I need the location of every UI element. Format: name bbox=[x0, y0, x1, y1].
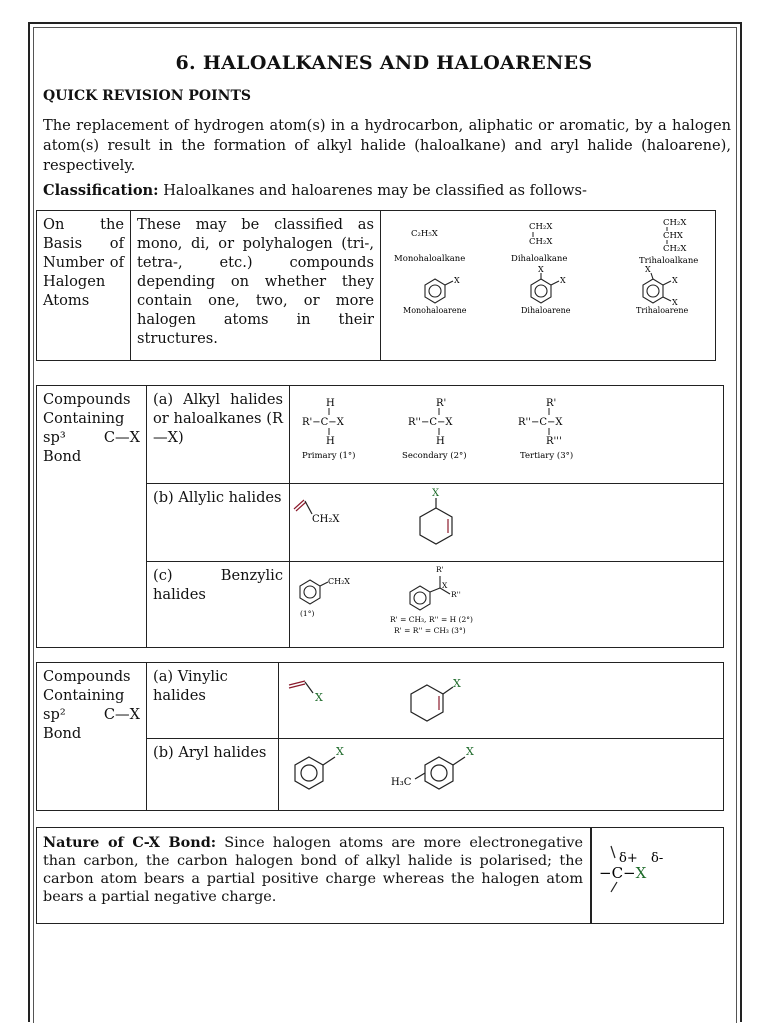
classification-label: Classification: bbox=[43, 182, 159, 199]
vinylic-halides-structures bbox=[279, 663, 724, 739]
aryl-halides-label: (b) Aryl halides bbox=[147, 739, 279, 811]
svg-text:CH₂X: CH₂X bbox=[663, 244, 687, 254]
mono-arene-caption: Monohaloarene bbox=[403, 306, 467, 315]
aryl-halides-structures bbox=[279, 739, 724, 811]
x-label: X bbox=[453, 677, 461, 690]
vinylic-halides-figure bbox=[279, 663, 723, 733]
x-label: X bbox=[560, 276, 566, 285]
sp2-compounds-table bbox=[36, 662, 724, 811]
classification-line bbox=[43, 182, 587, 199]
allylic-halides-figure bbox=[290, 484, 722, 556]
benzyl-secondary-caption: R' = CH₃, R'' = H (2°) bbox=[390, 615, 473, 624]
nature-text: Since halogen atoms are more electronegative than carbon, the carbon halogen bond of alkyl halide is polarised; the carbon atom bears a partial positive charge whereas the halogen atom bears a partial negative charge. bbox=[43, 835, 583, 905]
allylic-halides-label: (b) Allylic halides bbox=[147, 484, 290, 562]
svg-text:R': R' bbox=[546, 398, 557, 409]
svg-text:R''−C−X: R''−C−X bbox=[408, 417, 453, 428]
basis-description: These may be classified as mono, di, or polyhalogen (tri-, tetra-, etc.) compounds depending on whether they contain one, two, or more halogen atoms in their structures. bbox=[131, 211, 381, 361]
trihaloarene-ring bbox=[643, 273, 671, 303]
monohaloarene-ring bbox=[425, 279, 453, 303]
primary-caption: Primary (1°) bbox=[302, 451, 356, 461]
svg-text:CHX: CHX bbox=[663, 231, 683, 241]
benzyl-tertiary-caption: R' = R'' = CH₃ (3°) bbox=[394, 626, 466, 635]
delta-minus: δ- bbox=[651, 851, 664, 866]
svg-text:R': R' bbox=[436, 398, 447, 409]
di-alkane-caption: Dihaloalkane bbox=[511, 254, 568, 264]
vinylic-halides-label: (a) Vinylic halides bbox=[147, 663, 279, 739]
sp3-category-cell bbox=[37, 386, 147, 648]
svg-text:CH₂X: CH₂X bbox=[529, 237, 553, 247]
svg-text:H: H bbox=[326, 398, 335, 409]
classification-text: Haloalkanes and haloarenes may be classified as follows- bbox=[158, 182, 587, 199]
delta-plus: δ+ bbox=[619, 851, 638, 866]
primary-structure bbox=[302, 398, 345, 447]
sp2-category-cell bbox=[37, 663, 147, 811]
x-label: X bbox=[454, 276, 460, 285]
svg-text:R''−C−X: R''−C−X bbox=[518, 417, 563, 428]
halo-structures-figure bbox=[381, 211, 715, 355]
chlorobenzene-ring bbox=[295, 757, 335, 789]
x-label: X bbox=[672, 276, 678, 285]
c-x-bond: −C−X bbox=[599, 864, 647, 882]
mono-alkane-formula: C₂H₅X bbox=[411, 229, 438, 239]
x-label: X bbox=[672, 298, 678, 307]
di-arene-caption: Dihaloarene bbox=[521, 306, 571, 315]
x-label: X bbox=[538, 265, 544, 274]
nature-label: Nature of C-X Bond: bbox=[43, 834, 217, 851]
alkyl-halides-structures bbox=[290, 386, 724, 484]
polarity-diagram bbox=[593, 828, 721, 923]
benzylic-halides-label: (c) Benzylic halides bbox=[147, 562, 290, 648]
x-label: X bbox=[336, 745, 344, 758]
benzyl-primary-caption: (1°) bbox=[300, 609, 315, 618]
classification-table-halogen-count bbox=[36, 210, 716, 361]
svg-text:CH₂X: CH₂X bbox=[663, 218, 687, 228]
tri-alkane-caption: Trihaloalkane bbox=[639, 256, 699, 266]
dihaloalkane-structure bbox=[529, 222, 553, 247]
alkyl-halides-figure bbox=[290, 386, 722, 478]
allylic-halides-structures bbox=[290, 484, 724, 562]
structures-cell bbox=[381, 211, 716, 361]
toluene-ring bbox=[415, 757, 465, 789]
svg-text:CH₂X: CH₂X bbox=[529, 222, 553, 232]
trihaloalkane-structure bbox=[663, 218, 687, 254]
nature-of-bond-box bbox=[36, 827, 724, 924]
svg-text:H: H bbox=[436, 436, 445, 447]
methyl-label: H₃C bbox=[391, 777, 412, 788]
benzylic-halides-structures bbox=[290, 562, 724, 648]
benzyl-ch2x: CH₂X bbox=[328, 577, 350, 586]
section-heading: QUICK REVISION POINTS bbox=[43, 88, 251, 104]
sp3-category-label: Compounds Containing sp³ C—X Bond bbox=[43, 391, 140, 465]
benzylic-halides-figure bbox=[290, 562, 722, 642]
r-prime: R' bbox=[436, 565, 444, 574]
vinyl-chain bbox=[289, 681, 313, 693]
svg-text:H: H bbox=[326, 436, 335, 447]
page-title: 6. HALOALKANES AND HALOARENES bbox=[175, 52, 593, 74]
basis-cell: On the Basis of Number of Halogen Atoms bbox=[37, 211, 131, 361]
secondary-structure bbox=[408, 398, 453, 447]
x-label: X bbox=[432, 488, 440, 499]
intro-paragraph: The replacement of hydrogen atom(s) in a hydrocarbon, aliphatic or aromatic, by a halogen atom(s) result in the formation of alkyl halide (haloalkane) and aryl halide (haloarene), respectively. bbox=[43, 117, 731, 174]
r-double-prime: R'' bbox=[451, 590, 461, 599]
x-label: X bbox=[315, 691, 323, 704]
x-label: X bbox=[466, 745, 474, 758]
tertiary-caption: Tertiary (3°) bbox=[520, 451, 574, 461]
secondary-caption: Secondary (2°) bbox=[402, 451, 467, 461]
cyclohexene-ring bbox=[411, 685, 453, 721]
sp3-compounds-table bbox=[36, 385, 724, 648]
x-label: X bbox=[442, 581, 448, 590]
mono-alkane-caption: Monohaloalkane bbox=[394, 254, 466, 264]
divider bbox=[590, 828, 592, 923]
x-label: X bbox=[645, 265, 651, 274]
aryl-halides-figure bbox=[279, 739, 723, 805]
sp2-category-label: Compounds Containing sp² C—X Bond bbox=[43, 668, 140, 742]
tri-arene-caption: Trihaloarene bbox=[636, 306, 689, 315]
allyl-chain bbox=[294, 500, 312, 514]
svg-text:R'−C−X: R'−C−X bbox=[302, 417, 344, 428]
allyl-ch2x: CH₂X bbox=[312, 514, 340, 525]
tertiary-structure bbox=[518, 398, 563, 447]
cyclohexenyl-ring bbox=[420, 498, 452, 544]
alkyl-halides-label: (a) Alkyl halides or haloalkanes (R—X) bbox=[147, 386, 290, 484]
nature-paragraph bbox=[43, 834, 583, 906]
svg-text:R''': R''' bbox=[546, 436, 562, 447]
benzyl-ring bbox=[300, 580, 328, 604]
dihaloarene-ring bbox=[531, 273, 559, 303]
